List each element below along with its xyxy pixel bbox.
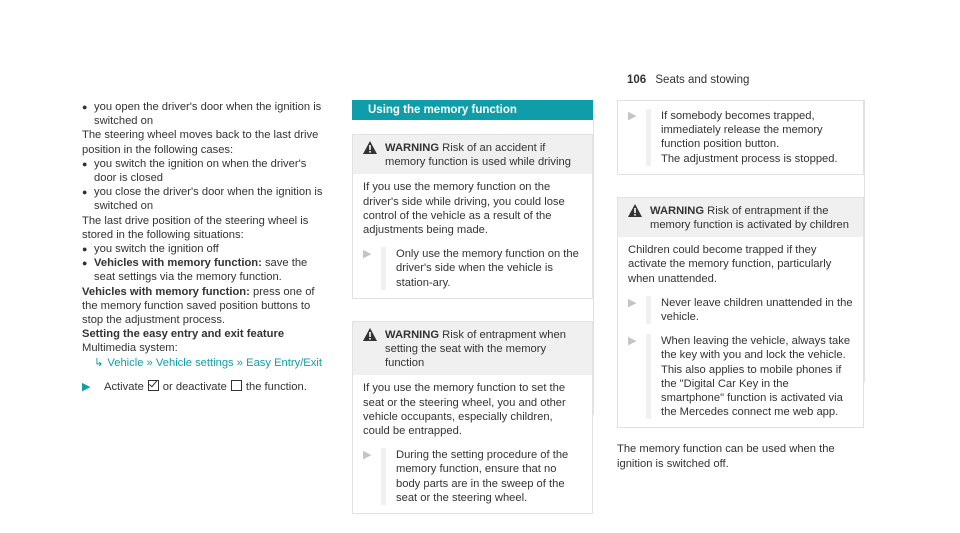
list-item: ● you switch the ignition off bbox=[82, 243, 219, 256]
page-header bbox=[627, 74, 749, 86]
list-item: ● you switch the ignition on when the driver's door is closed bbox=[82, 157, 307, 185]
warning-triangle-icon bbox=[363, 141, 385, 169]
bullet-icon: ● bbox=[82, 187, 88, 198]
paragraph: The last drive position of the steering wheel is stored in the following situations: bbox=[82, 214, 309, 241]
bullet-icon: ● bbox=[82, 244, 88, 255]
bullet-icon: ● bbox=[82, 158, 88, 169]
list-item: ● Vehicles with memory function: save the seat settings via the memory function. bbox=[82, 257, 308, 284]
play-arrow-icon: ▶ bbox=[628, 296, 637, 309]
play-arrow-icon: ▶ bbox=[363, 449, 372, 462]
menu-path-easy-entry: Easy Entry/Exit bbox=[246, 356, 322, 369]
warning-triangle-icon bbox=[363, 328, 385, 371]
multimedia-label: Multimedia system: bbox=[82, 342, 178, 355]
checkbox-empty-icon bbox=[231, 380, 242, 391]
section-title: Using the memory function bbox=[352, 100, 593, 120]
warning-box: WARNING Risk of entrapment when setting the seat with the memory function If you use the memory function to set the seat or the steering wheel, you and other vehicle occupants, especially children, could be entrapped. ▶ During the setting procedure of the memory function, ensure that no body parts are in the sweep of the seat or the steering wheel. bbox=[352, 321, 593, 514]
play-arrow-icon: ▶ bbox=[363, 248, 372, 261]
warning-triangle-icon bbox=[628, 204, 650, 232]
play-arrow-icon: ▶ bbox=[628, 335, 637, 348]
subheading: Setting the easy entry and exit feature bbox=[82, 328, 285, 341]
instruction-step: ▶ When leaving the vehicle, always take the key with you and lock the vehicle. This also applies to mobile phones if the "Digital Car Key in the smartphone" function is activated via the Mercedes connect me web app. bbox=[628, 334, 853, 419]
bullet-icon: ● bbox=[82, 258, 88, 269]
column-middle bbox=[352, 100, 593, 514]
list-item: ● you open the driver's door when the ignition is switched on bbox=[82, 101, 322, 128]
double-chevron-icon: » bbox=[146, 356, 153, 369]
column-divider bbox=[864, 100, 865, 382]
column-right bbox=[617, 100, 864, 471]
note-box: ▶ If somebody becomes trapped, immediately release the memory function position button. The adjustment process is stopped. bbox=[617, 100, 864, 175]
bullet-icon: ● bbox=[82, 102, 88, 112]
instruction-step: ▶ Activate or deactivate the function. bbox=[82, 380, 307, 393]
paragraph: Vehicles with memory function: press one of the memory function saved position buttons to stop the adjustment process. bbox=[82, 285, 315, 327]
warning-box: WARNING Risk of an accident if memory function is used while driving If you use the memory function on the driver's side while driving, you could lose control of the vehicle as a result of the adjustments being made. ▶ Only use the memory function on the driver's side when the vehicle is station-ary. bbox=[352, 134, 593, 299]
instruction-step: ▶ Never leave children unattended in the vehicle. bbox=[628, 296, 853, 324]
play-arrow-icon: ▶ bbox=[628, 110, 637, 122]
double-chevron-icon: » bbox=[236, 356, 243, 369]
menu-path-vehicle: Vehicle bbox=[107, 356, 144, 369]
paragraph: The memory function can be used when the ignition is switched off. bbox=[617, 443, 835, 470]
warning-box: WARNING Risk of entrapment if the memory function is activated by children Children could become trapped if they activate the memory function, particularly when unattended. ▶ Never leave children unattended in the vehicle. ▶ When leaving the vehicle, always take the key with you and lock the vehicle. This also applies to mobile phones if the "Digital Car Key in the smartphone" function is activated via the Mercedes connect me web app. bbox=[617, 197, 864, 429]
instruction-step: ▶ Only use the memory function on the driver's side when the vehicle is station-ary. bbox=[363, 247, 582, 290]
instruction-step: ▶ During the setting procedure of the memory function, ensure that no body parts are in the sweep of the seat or the steering wheel. bbox=[363, 448, 582, 505]
column-divider bbox=[593, 100, 594, 415]
menu-path bbox=[82, 356, 327, 370]
checkbox-checked-icon bbox=[148, 380, 159, 391]
list-item: ● you close the driver's door when the ignition is switched on bbox=[82, 186, 323, 213]
section-name: Seats and stowing bbox=[655, 74, 750, 86]
paragraph: The steering wheel moves back to the last drive position in the following cases: bbox=[82, 129, 319, 156]
menu-path-vehicle-settings: Vehicle settings bbox=[155, 356, 234, 369]
play-arrow-icon: ▶ bbox=[82, 380, 91, 393]
arrow-return-icon: ↳ bbox=[94, 356, 104, 369]
page-number: 106 bbox=[627, 74, 647, 86]
column-left bbox=[82, 100, 327, 394]
